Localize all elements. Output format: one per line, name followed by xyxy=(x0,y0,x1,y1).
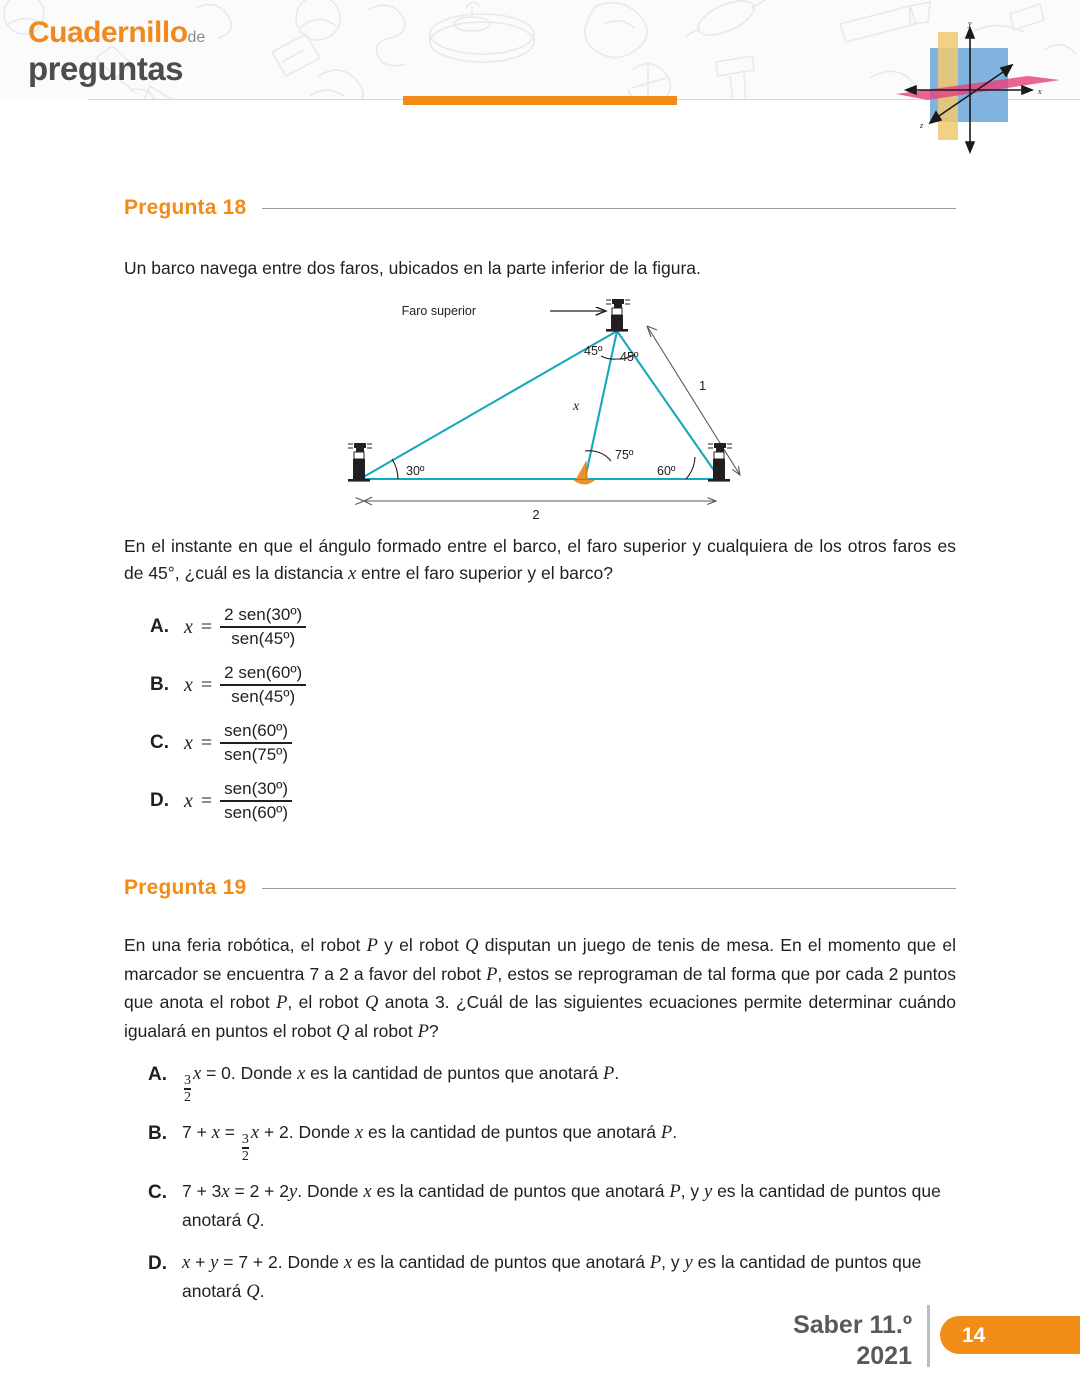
tail-text: es la cantidad de puntos que anotará xyxy=(182,1252,922,1302)
option-fraction xyxy=(220,721,292,764)
equation-mid: = 2 + 2 xyxy=(229,1180,289,1201)
fraction-numerator: 2 sen(60º) xyxy=(224,663,303,683)
question-19-options xyxy=(148,1060,960,1321)
tail-end: . xyxy=(259,1209,265,1230)
stem-segment: disputan un juego de tenis de mesa. En el momento que el marcador se encuentra 7 a 2 a favor del robot xyxy=(124,935,956,984)
logo-z-label: z xyxy=(920,121,924,130)
option-fraction xyxy=(242,1132,249,1164)
variable-q: Q xyxy=(246,1210,260,1231)
equation-text: + 2. Donde xyxy=(259,1121,355,1142)
option-row[interactable] xyxy=(150,656,306,714)
tail-text: es la cantidad de puntos que anotará xyxy=(371,1180,670,1201)
page-number: 14 xyxy=(962,1324,986,1347)
variable-y: y xyxy=(210,1253,219,1274)
option-variable: x xyxy=(184,789,193,812)
stem-segment: ? xyxy=(428,1021,439,1042)
option-fraction xyxy=(184,1073,191,1105)
equation-text: . Donde xyxy=(297,1180,364,1201)
option-row[interactable] xyxy=(150,598,306,656)
option-fraction xyxy=(220,663,306,706)
variable-q: Q xyxy=(246,1282,260,1303)
variable-y: y xyxy=(289,1181,298,1202)
option-row[interactable] xyxy=(148,1060,960,1105)
equation-lead: 7 + xyxy=(182,1121,212,1142)
label-side-1: 1 xyxy=(699,378,707,393)
logo-x-label: x xyxy=(1038,87,1042,96)
tail-text: es la cantidad de puntos que anotará xyxy=(305,1063,604,1083)
question-18-header xyxy=(124,196,956,220)
brand-preguntas: preguntas xyxy=(28,50,184,87)
variable-p: P xyxy=(669,1181,681,1202)
stem-segment: y el robot xyxy=(377,935,466,955)
figure-base-dimension xyxy=(364,497,716,505)
variable-q: Q xyxy=(364,993,379,1014)
variable-p: P xyxy=(276,993,288,1014)
variable-x: x xyxy=(182,1253,191,1274)
lighthouse-top-icon xyxy=(606,299,630,332)
option-fraction xyxy=(220,779,292,822)
page-footer xyxy=(0,1287,1080,1397)
prompt-variable-x: x xyxy=(347,564,357,585)
question-19-header xyxy=(124,876,956,900)
prompt-part-1: En el instante en que el ángulo formado entre el barco, el faro superior y cualquiera de los otros faros es de 45°, ¿cuál es la distancia xyxy=(124,536,956,584)
question-18-options xyxy=(150,598,306,830)
equation-text: = 0. Donde xyxy=(201,1063,298,1083)
stem-segment: anota 3. ¿Cuál de las siguientes ecuaciones permite determinar cuándo igualará en puntos el robot xyxy=(124,992,956,1042)
option-variable: x xyxy=(184,615,193,638)
label-faro-superior: Faro superior xyxy=(401,304,476,318)
tail-end: . xyxy=(259,1281,265,1302)
stem-segment: , el robot xyxy=(287,992,365,1013)
question-18-title: Pregunta 18 xyxy=(124,196,247,219)
option-row[interactable] xyxy=(150,772,306,830)
figure-teal-lines xyxy=(360,331,720,479)
stem-segment: , estos se reprograman de tal forma que por cada 2 puntos que anota el robot xyxy=(124,963,956,1013)
lighthouse-left-icon xyxy=(348,443,372,482)
variable-q: Q xyxy=(336,1022,350,1043)
fraction-denominator: sen(60º) xyxy=(224,802,289,822)
exam-year: 2021 xyxy=(856,1341,912,1370)
variable-p: P xyxy=(417,1022,429,1043)
tail-text: es la cantidad de puntos que anotará xyxy=(182,1180,941,1230)
label-angle-left: 30º xyxy=(406,464,425,478)
stem-segment: En una feria robótica, el robot xyxy=(124,935,367,955)
option-letter: B. xyxy=(150,674,169,695)
label-angle-right: 60º xyxy=(657,464,676,478)
variable-x: x xyxy=(343,1253,353,1274)
fraction-denominator: sen(75º) xyxy=(224,744,289,764)
option-letter: D. xyxy=(150,790,169,811)
label-angle-boat: 75º xyxy=(615,448,634,462)
stem-segment: al robot xyxy=(349,1021,418,1042)
option-letter: C. xyxy=(148,1181,167,1203)
header-orange-accent-bar xyxy=(403,96,677,105)
option-text xyxy=(182,1178,960,1236)
variable-p: P xyxy=(366,936,378,956)
lighthouse-triangle-figure xyxy=(320,283,760,523)
fraction-numerator: sen(30º) xyxy=(224,779,289,799)
sailboat-icon xyxy=(573,461,595,485)
option-letter: A. xyxy=(150,616,169,637)
fraction-denominator: sen(45º) xyxy=(231,628,296,648)
figure-side-dimension xyxy=(647,326,740,475)
fraction-numerator: 3 xyxy=(241,1131,249,1147)
option-letter: A. xyxy=(148,1064,167,1085)
brand-logo xyxy=(28,18,205,85)
fraction-denominator: 2 xyxy=(184,1089,191,1105)
exam-name: Saber 11.º xyxy=(793,1311,912,1339)
label-angle-top-left: 45º xyxy=(584,344,603,358)
variable-x: x xyxy=(221,1181,230,1202)
tail-text: es la cantidad de puntos que anotará xyxy=(352,1252,650,1273)
variable-p: P xyxy=(649,1253,662,1274)
fraction-numerator: sen(60º) xyxy=(224,721,289,741)
equation-text: . Donde xyxy=(277,1252,344,1273)
question-18-stem: Un barco navega entre dos faros, ubicados en la parte inferior de la figura. xyxy=(124,258,701,278)
option-row[interactable] xyxy=(150,714,306,772)
option-equals: = xyxy=(200,615,213,638)
question-18-prompt xyxy=(124,533,956,589)
question-19-stem xyxy=(124,932,956,1047)
option-text xyxy=(182,1119,960,1164)
option-equals: = xyxy=(200,731,213,754)
variable-x: x xyxy=(354,1122,364,1143)
question-19-rule xyxy=(262,888,956,889)
tail-text: es la cantidad de puntos que anotará xyxy=(363,1121,661,1142)
tail-text: , y xyxy=(661,1252,685,1273)
brand-line-1 xyxy=(28,18,205,48)
variable-q: Q xyxy=(465,936,479,956)
tail-end: . xyxy=(614,1063,620,1083)
option-equals: = xyxy=(200,789,213,812)
option-letter: D. xyxy=(148,1253,167,1275)
question-19-title: Pregunta 19 xyxy=(124,876,247,899)
brand-cuadernillo: Cuadernillo xyxy=(28,16,188,49)
fraction-numerator: 2 sen(30º) xyxy=(224,605,303,625)
variable-x: x xyxy=(211,1122,220,1143)
fraction-denominator: 2 xyxy=(241,1148,249,1164)
variable-p: P xyxy=(660,1122,673,1143)
label-base-2: 2 xyxy=(532,507,540,522)
tail-end: . xyxy=(672,1121,678,1142)
page-header xyxy=(0,0,1080,180)
fraction-numerator: 3 xyxy=(184,1073,191,1088)
fraction-denominator: sen(45º) xyxy=(231,686,296,706)
logo-y-label: y xyxy=(968,19,972,28)
variable-x: x xyxy=(297,1064,306,1084)
option-text xyxy=(182,1060,960,1105)
coordinate-axes-logo xyxy=(888,18,1068,163)
question-18-rule xyxy=(262,208,956,209)
option-equals: = xyxy=(200,673,213,696)
label-angle-top-right: 45º xyxy=(620,350,639,364)
tail-text: , y xyxy=(680,1180,704,1201)
variable-x: x xyxy=(363,1181,372,1202)
equation-mid-2: = 7 + 2 xyxy=(218,1252,278,1273)
variable-x: x xyxy=(193,1064,202,1084)
page-number-tab xyxy=(940,1316,1080,1354)
option-fraction xyxy=(220,605,306,648)
variable-p: P xyxy=(486,964,498,985)
equation-mid: + xyxy=(190,1252,211,1273)
variable-p: P xyxy=(603,1064,615,1084)
equals-sign: = xyxy=(219,1121,240,1142)
option-row[interactable] xyxy=(148,1178,960,1236)
option-letter: C. xyxy=(150,732,169,753)
variable-y: y xyxy=(684,1253,693,1274)
footer-divider xyxy=(927,1305,930,1367)
option-variable: x xyxy=(184,731,193,754)
option-letter: B. xyxy=(148,1122,167,1144)
variable-x: x xyxy=(250,1122,260,1143)
label-side-x: x xyxy=(573,399,580,414)
option-variable: x xyxy=(184,673,193,696)
prompt-part-2: entre el faro superior y el barco? xyxy=(356,563,613,584)
equation-lead: 7 + 3 xyxy=(182,1180,222,1201)
option-row[interactable] xyxy=(148,1119,960,1164)
variable-y: y xyxy=(703,1181,713,1202)
lighthouse-right-icon xyxy=(708,443,732,482)
exam-label xyxy=(793,1310,912,1371)
brand-de: de xyxy=(187,29,206,46)
